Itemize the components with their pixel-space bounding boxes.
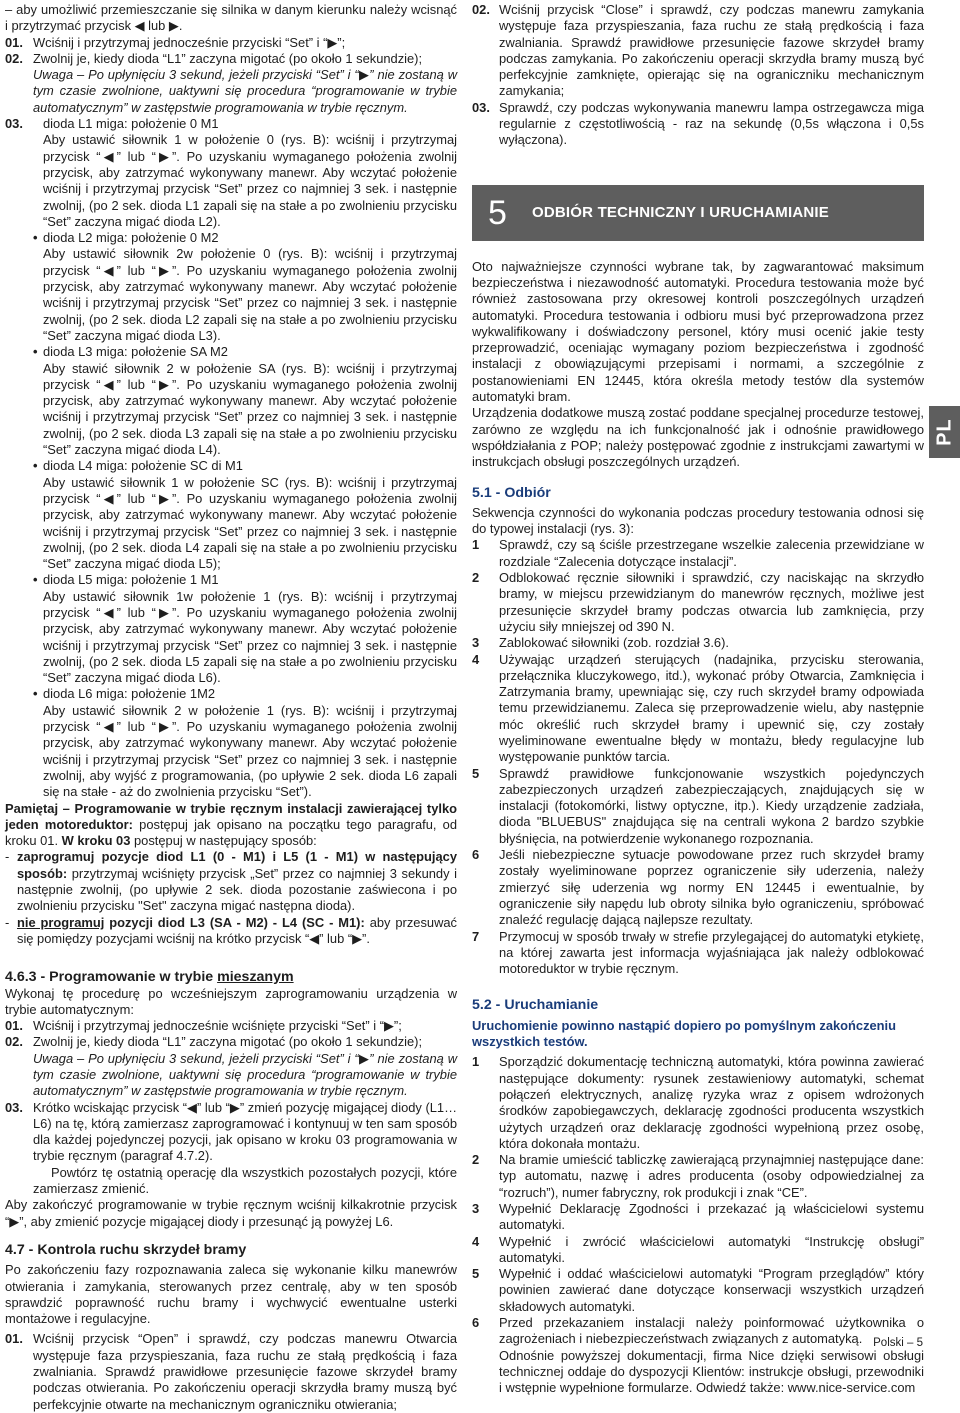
chapter-header: [472, 185, 924, 241]
step-4-7-02: [472, 2, 924, 100]
step-number: 02.: [5, 50, 23, 66]
step-text: Krótko wciskając przycisk “◀” lub “▶” zmień pozycję migającej diody (L1… L6) na tę, którą zamierzasz zaprogramować i kontynuuj w ten sam sposób dla każdej pojedynczej pozycji, jak opisano w kroku 03 programowania w trybie ręcznym (paragraf 4.7.2).: [33, 1099, 457, 1164]
page-footer: Polski – 5: [873, 1337, 923, 1349]
item-text: Przed przekazaniem instalacji należy poinformować użytkownika o zagrożeniach i niebezpieczeństwach związanych z automatyką.: [499, 1315, 924, 1347]
step-text: Wciśnij przycisk “Open” i sprawdź, czy podczas manewru Otwarcia występuje faza przyspieszania, faza ruchu ze stałą prędkością i faza zwalniania. Sprawdź prawidłowe przesunięcie fazowe skrzydeł bramy podczas otwierania. Po zakończeniu operacji skrzydła bramy muszą być perfekcyjnie otwarte na mechanicznym ograniczniku otwierania;: [33, 1331, 457, 1412]
intro-bullet: – aby umożliwić przemieszczanie się silnika w danym kierunku należy wcisnąć i przytrzymać przycisk ◀ lub ▶.: [5, 2, 457, 34]
dash-item-1: [5, 849, 457, 914]
list-5-1-item-4: [472, 652, 924, 766]
item-text: Przymocuj w sposób trwały w strefie przylegającej do automatyki etykietę, na której zawarta jest informacja wyjaśniająca jak należy odblokować motoreduktor w trybie ręcznym.: [499, 928, 924, 977]
item-number: 4: [472, 651, 480, 667]
p-5-b: Urządzenia dodatkowe muszą zostać poddane specjalnej procedurze testowej, zarówno ze względu na ich funkcjonalność jak i odnośnie prawidłowego współdziałania z POP; należy postępować zgodnie z instrukcjami zawartymi w instrukcjach obsługi poszczególnych urządzeń.: [472, 405, 924, 470]
item-number: 2: [472, 570, 480, 586]
step-number: 02.: [5, 1034, 23, 1050]
step-03-b-continued: Powtórz tę ostatnią operację dla wszystkich pozostałych pozycji, które zamierzasz zmienić.: [33, 1164, 457, 1197]
step-text: Zwolnij je, kiedy dioda “L1” zaczyna migotać (po około 1 sekundzie);: [33, 50, 423, 66]
list-5-2-item-1: [472, 1054, 924, 1152]
p-5-a: Oto najważniejsze czynności wybrane tak, by zagwarantować maksimum bezpieczeństwa i niezawodność automatyki. Procedura testowania może być również zastosowana przy okresowej kontroli poszczególnych urządzeń automatyki. Procedura testowania i odbioru musi być przeprowadzona przez wykwalifikowany i doświadczony personel, który musi ocenić jakie testy przeprowadzić, oceniając wymagany poziom bezpieczeństwa i zgodność instalacji z obowiązującymi przepisami i normami, a szczególnie z postanowieniami EN 12445, która określa metody testów dla systemów automatyki bram.: [472, 258, 924, 405]
step-text: Wciśnij przycisk “Close” i sprawdź, czy podczas manewru zamykania występuje faza przyspieszania, faza ruchu ze stałą prędkością i faza zwalniania. Sprawdź prawidłowe przesunięcie fazowe skrzydeł bramy podczas zamykania. Po zakończeniu operacji skrzydła bramy muszą być perfekcyjnie zamknięte, opierając się na ograniczniku mechanicznym zamykania;: [499, 2, 924, 99]
right-column: [472, 2, 924, 1397]
list-5-2-item-6: [472, 1315, 924, 1348]
item-text: Wypełnić Deklarację Zgodności i przekazać ją właścicielowi systemu automatyki.: [499, 1201, 924, 1233]
item-text: Na bramie umieścić tabliczkę zawierającą przynajmniej następujące dane: typ automatu, nazwę i adres producenta (osoby odpowiedzialnej za “rozruch”), numer fabryczny, rok produkcji i znak “CE”.: [499, 1152, 924, 1200]
item-number: 1: [472, 1054, 480, 1070]
item-text: Sprawdź prawidłowe funkcjonowanie wszystkich pojedynczych zabezpieczonych urządzeń zabezpieczających, znajdujących się w instalacji (fotokomórki, listwy optyczne, itp.). Kiedy urządzenie zadziała, dioda "BLUEBUS" znajdująca się na centrali wykona 2 bardzo szybkie błyśnięcia, na potwierdzenie wykonanego rozpoznania.: [499, 765, 924, 846]
left-column: [5, 2, 457, 1413]
dash-mark: -: [5, 849, 10, 865]
step-01-a: [5, 35, 457, 51]
dash1-rest: przytrzymaj wciśnięty przycisk „Set” przez co najmniej 3 sekundy i następnie zwolnij, (po upływie 2 sek. dioda pozostanie zaświecona i po zwolnieniu przycisku "Set" zaczyna migać następna dioda).: [17, 865, 457, 914]
bullet-dot: •: [33, 686, 38, 702]
list-5-1-item-6: [472, 847, 924, 928]
step-text: Zwolnij je, kiedy dioda “L1” zaczyna migotać (po około 1 sekundzie);: [33, 1034, 423, 1050]
led-l6-head: dioda L6 miga: położenie 1M2: [43, 686, 215, 702]
heading-underlined-word: mieszanym: [217, 969, 294, 986]
step-text: Sprawdź, czy podczas wykonywania manewru lampa ostrzegawcza miga regularnie z częstotliwością - raz na sekundę (0,5s włączona i 0,5s wyłączona).: [499, 99, 924, 148]
language-tab: [929, 406, 960, 458]
step-number: 02.: [472, 2, 490, 17]
chapter-number: 5: [488, 193, 507, 232]
step-02-a: [5, 51, 457, 67]
led-l1-head: dioda L1 miga: położenie 0 M1: [43, 116, 219, 132]
item-number: 1: [472, 537, 480, 553]
heading-4-7: 4.7 - Kontrola ruchu skrzydeł bramy: [5, 1241, 247, 1258]
list-5-2-item-2: [472, 1152, 924, 1201]
step-text: Wciśnij i przytrzymaj jednocześnie przyciski “Set” i “▶”;: [33, 34, 346, 50]
uwaga-note-b: Uwaga – Po upłynięciu 3 sekund, jeżeli przyciski “Set” i “▶” nie zostaną w tym czasie zwolnione, uaktywni się procedura “programowanie w trybie automatycznym” w zastępstwie programowania w trybie ręcznym.: [33, 1050, 457, 1099]
led-l2-head: dioda L2 miga: położenie 0 M2: [43, 230, 219, 246]
item-number: 5: [472, 765, 480, 781]
item-text: Sprawdź, czy są ściśle przestrzegane wszelkie zalecenia przewidziane w rozdziale “Zalecenia dotyczące instalacji”.: [499, 537, 924, 569]
heading-prefix: 4.6.3 - Programowanie w trybie: [5, 969, 214, 986]
item-text: Wypełnić i zwrócić właścicielowi automatyki “Instrukcję obsługi” automatyki.: [499, 1233, 924, 1265]
dash-mark: -: [5, 914, 10, 930]
item-number: 3: [472, 1201, 480, 1216]
list-5-1-item-2: [472, 570, 924, 635]
chapter-title: ODBIÓR TECHNICZNY I URUCHAMIANIE: [532, 203, 829, 221]
led-l6-body: Aby ustawić siłownik 2 w położenie 1 (rys. B): wciśnij i przytrzymaj przycisk “◀” lub “▶”. Po uzyskaniu wymaganego położenia zwolnij przycisk, aby zatrzymać wykonywany manewr. Aby wczytać położenie wciśnij i przytrzymaj przycisk “Set” przez co najmniej 3 sek. i następnie zwolnij, aby wyjść z programowania, (po upływie 2 sek. dioda L6 zapali się na stałe - aż do zwolnienia przycisku “Set”).: [43, 702, 457, 800]
step-4-7-03: [472, 100, 924, 149]
step-text: Wciśnij i przytrzymaj jednocześnie wciśnięte przyciski “Set” i “▶”;: [33, 1018, 402, 1034]
step-03-a: [5, 116, 457, 132]
dash2-bold: pozycji diod L3 (SA - M2) - L4 (SC - M1):: [109, 914, 365, 930]
end-paragraph: Aby zakończyć programowanie w trybie ręcznym wciśnij kilkakrotnie przycisk “▶”, aby zmienić pozycje migającej diody i przesunąć ją powyżej L6.: [5, 1197, 457, 1229]
step-02-b: [5, 1034, 457, 1050]
heading-5-2-subtitle: Uruchomienie powinno nastąpić dopiero po pomyślnym zakończeniu wszystkich testów.: [472, 1017, 897, 1050]
bullet-dot: •: [33, 572, 38, 588]
item-number: 6: [472, 847, 480, 863]
note-bold: Pamiętaj – Programowanie w trybie ręcznym instalacji zawierającej tylko jeden motoreduktor:: [5, 800, 457, 832]
dash-item-2: [5, 915, 457, 948]
step-number: 03.: [472, 99, 490, 115]
step-4-7-01: [5, 1331, 457, 1412]
step-number: 01.: [5, 34, 23, 50]
item-text: Wypełnić i oddać właścicielowi automatyki “Program przeglądów” który powinien zawierać dane dotyczące konserwacji wszystkich urządzeń składowych automatyki.: [499, 1266, 924, 1314]
step-number: 03.: [5, 1099, 23, 1115]
led-l4: [33, 458, 457, 474]
heading-4-6-3: [5, 969, 457, 985]
led-l4-body: Aby ustawić siłownik 1 w położenie SC (rys. B): wciśnij i przytrzymaj przycisk “◀” lub “▶”. Po uzyskaniu wymaganego położenia zwolnij przycisk, aby zatrzymać wykonywany manewr. Aby wczytać położenie wciśnij i przytrzymaj przycisk “Set” przez co najmniej 3 sek. i następnie zwolnij, (po 2 sek. dioda L4 zapali się na stałe a po zwolnieniu przycisku “Set” zaczyna migać dioda L5);: [43, 474, 457, 572]
step-number: 03.: [5, 116, 23, 132]
step-03-b: [5, 1100, 457, 1165]
led-l6: [33, 686, 457, 702]
item-text: Odblokować ręcznie siłowniki i sprawdzić, czy naciskając na skrzydło bramy, w miejscu przewidzianym do manewrów ręcznych, możliwe jest przesunięcie skrzydeł bramy podczas otwarcia lub zamknięcia, przy użyciu siły mniejszej od 390 N.: [499, 570, 924, 634]
bullet-dot: •: [33, 230, 38, 246]
step-number: 01.: [5, 1331, 23, 1347]
led-l1-body: Aby ustawić siłownik 1 w położenie 0 (rys. B): wciśnij i przytrzymaj przycisk “◀” lub “▶”. Po uzyskaniu wymaganego położenia zwolnij przycisk, aby zatrzymać wykonywany manewr. Aby wczytać położenie wciśnij i przytrzymaj przycisk “Set” przez co najmniej 3 sek. i następnie zwolnij, (po 2 sek. dioda L1 zapali się na stałe a po zwolnieniu przycisku “Set” zaczyna migać dioda L2).: [43, 132, 457, 229]
note-bold-2: W kroku 03: [61, 833, 131, 849]
item-number: 6: [472, 1315, 480, 1331]
p-5-2-end: Odnośnie powyższej dokumentacji, firma Nice dzięki serwisowi obsługi technicznej oddaje do dyspozycji Klientów: instrukcje obsługi, przewodniki i wstępnie wypełnione formularze. Odwiedź także: www.nice-service.com: [499, 1347, 924, 1396]
item-number: 7: [472, 928, 480, 944]
led-l3: [33, 344, 457, 360]
dash1-bold: zaprogramuj pozycje diod L1 (0 - M1) i L5 (1 - M1) w następujący sposób:: [17, 849, 457, 881]
item-number: 2: [472, 1152, 480, 1168]
led-l5: [33, 572, 457, 588]
p-4-6-3: Wykonaj tę procedurę po wcześniejszym zaprogramowaniu urządzenia w trybie automatycznym:: [5, 985, 457, 1017]
heading-5-1: 5.1 - Odbiór: [472, 484, 551, 501]
note-rest-2: postępuj w następujący sposób:: [134, 833, 317, 849]
led-l2: [33, 230, 457, 246]
item-number: 5: [472, 1266, 480, 1282]
p-4-7: Po zakończeniu fazy rozpoznawania zaleca się wykonanie kilku manewrów otwierania i zamykania, sterowanych przez centralę, aby w ten sposób sprawdzić poprawność ruchu bramy i wychwycić ewentualne usterki montażowe i regulacyjne.: [5, 1262, 457, 1327]
language-tab-label: PL: [933, 418, 956, 446]
heading-5-2: 5.2 - Uruchamianie: [472, 997, 599, 1014]
dash2-rest: aby przesuwać się pomiędzy pozycjami wciśnij na krótko przycisk “◀” lub “▶”.: [17, 914, 457, 946]
list-5-1-item-1: [472, 537, 924, 570]
led-l3-body: Aby stawić siłownik 2 w położenie SA (rys. B): wciśnij i przytrzymaj przycisk “◀” lub “▶”. Po uzyskaniu wymaganego położenia zwolnij przycisk, aby zatrzymać wykonywany manewr. Aby wczytać położenie wciśnij i przytrzymaj przycisk “Set” przez co najmniej 3 sek. i następnie zwolnij, (po 2 sek. dioda L3 zapali się na stałe a po zwolnieniu przycisku “Set” zaczyna migać dioda L4).: [43, 360, 457, 458]
led-l5-head: dioda L5 miga: położenie 1 M1: [43, 572, 219, 588]
item-number: 4: [472, 1233, 480, 1249]
list-5-2-item-3: [472, 1201, 924, 1234]
uwaga-note-a: Uwaga – Po upłynięciu 3 sekund, jeżeli przyciski “Set” i “▶” nie zostaną w tym czasie zwolnione, uaktywni się procedura “programowanie w trybie automatycznym” w zastępstwie programowania w trybie ręcznym.: [33, 67, 457, 115]
led-l3-head: dioda L3 miga: położenie SA M2: [43, 344, 228, 360]
bullet-dot: •: [33, 344, 38, 360]
led-l2-body: Aby ustawić siłownik 2w położenie 0 (rys. B): wciśnij i przytrzymaj przycisk “◀” lub “▶”. Po uzyskaniu wymaganego położenia zwolnij przycisk, aby zatrzymać wykonywany manewr. Aby wczytać położenie wciśnij i przytrzymaj przycisk “Set” przez co najmniej 3 sek. i następnie zwolnij, (po 2 sek. dioda L2 zapali się na stałe a po zwolnieniu przycisku “Set” zaczyna migać dioda L3).: [43, 246, 457, 343]
list-5-1-item-3: [472, 635, 924, 651]
item-text: Używając urządzeń sterujących (nadajnika, przycisku sterowania, przełącznika kluczykowego, itd.), wykonać próby Otwarcia, Zamknięcia i Zatrzymania bramy, upewniając się, czy ruch skrzydeł bramy odpowiada temu przewidzianemu. Zaleca się przeprowadzenie wielu, aby następnie móc określić ruch skrzydeł bramy i upewnić się, czy zostały wyeliminowane ewentualne błędy w montażu, błedy regulacyjne lub występowanie punktów tarcia.: [499, 651, 924, 765]
bullet-dot: •: [33, 458, 38, 474]
item-text: Zablokować siłowniki (zob. rozdział 3.6).: [499, 635, 729, 651]
step-01-b: [5, 1018, 457, 1034]
dash2-underlined: nie programuj: [17, 914, 105, 930]
list-5-2-item-5: [472, 1266, 924, 1315]
note-rest: postępuj jak opisano na początku tego paragrafu, od kroku 01.: [5, 816, 457, 849]
item-text: Sporządzić dokumentację techniczną automatyki, która powinna zawierać następujące dokumenty: rysunek zestawieniowy automatyki, schemat połączeń elektrycznych, analizę ryzyka wraz z opisem wdrożonych środków zapobiegawczych, deklarację zgodności producenta wszystkich użytych urządzeń oraz deklarację zgodności wypełnioną przez osobę, która dokonała montażu.: [499, 1054, 924, 1151]
list-5-2-item-4: [472, 1234, 924, 1267]
single-motor-note: [5, 801, 457, 850]
step-number: 01.: [5, 1018, 23, 1034]
list-5-1-item-5: [472, 766, 924, 847]
p-5-1: Sekwencja czynności do wykonania podczas procedury testowania odnosi się do typowej instalacji (rys. 3):: [472, 504, 924, 537]
list-5-1-item-7: [472, 929, 924, 978]
item-number: 3: [472, 635, 480, 651]
led-l5-body: Aby ustawić siłownik 1w położenie 1 (rys. B): wciśnij i przytrzymaj przycisk “◀” lub “▶”. Po uzyskaniu wymaganego położenia zwolnij przycisk, aby zatrzymać wykonywany manewr. Aby wczytać położenie wciśnij i przytrzymaj przycisk “Set” przez co najmniej 3 sek. i następnie zwolnij, (po 2 sek. dioda L5 zapali się na stałe a po zwolnieniu przycisku “Set” zaczyna migać dioda L6).: [43, 588, 457, 686]
led-l4-head: dioda L4 miga: położenie SC di M1: [43, 458, 243, 474]
item-text: Jeśli niebezpieczne sytuacje powodowane przez ruch skrzydeł bramy zostały wyeliminowane poprzez ograniczenie siły uderzenia, należy zmierzyć siłę uderzenia wg normy EN 12445 i ewentualnie, by ograniczenie siły napędu lub obroty silnika było ograniczeniu, spróbować znaleźć regulację dającą najlepsze rezultaty.: [499, 847, 924, 928]
